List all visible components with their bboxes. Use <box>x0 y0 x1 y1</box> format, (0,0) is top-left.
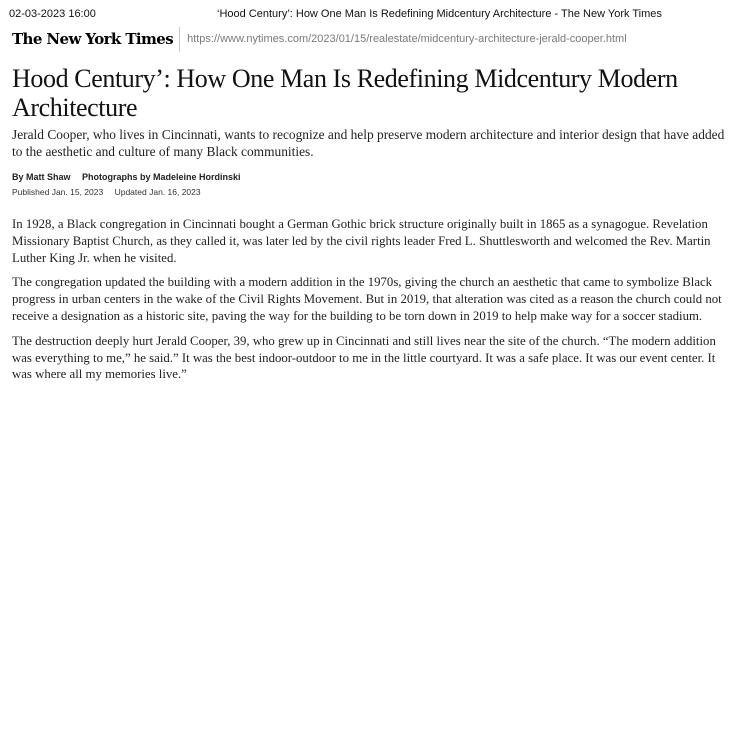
article-body <box>12 216 738 391</box>
nyt-logo[interactable]: The New York Times <box>12 30 174 48</box>
article-headline: Hood Century’: How One Man Is Redefining Midcentury Modern Architecture <box>12 64 678 122</box>
article-paragraph: The congregation updated the building with a modern addition in the 1970s, giving the church an aesthetic that came to symbolize Black progress in urban centers in the wake of the Civil Rights Movement. But in 2019, that alteration was cited as a reason the church could not receive a designation as a historic site, paving the way for the building to be torn down in 2019 to help make way for a soccer stadium. <box>12 275 722 323</box>
updated-date: Updated Jan. 16, 2023 <box>114 187 201 197</box>
masthead-divider <box>179 27 180 52</box>
print-page-title: ‘Hood Century’: How One Man Is Redefining Midcentury Architecture - The New York Times <box>217 8 662 20</box>
article-summary: Jerald Cooper, who lives in Cincinnati, wants to recognize and help preserve modern architecture and interior design that have added to the aesthetic and culture of many Black communities. <box>12 127 725 159</box>
masthead <box>12 26 627 52</box>
author-byline[interactable]: By Matt Shaw <box>12 172 71 182</box>
article-paragraph: The destruction deeply hurt Jerald Cooper, 39, who grew up in Cincinnati and still lives near the site of the church. “The modern addition was everything to me,” he said.” It was the best indoor-outdoor to me in the little courtyard. It was a safe place. It was our event center. It was where all my memories live.” <box>12 333 716 382</box>
print-header <box>9 8 741 22</box>
page-url[interactable]: https://www.nytimes.com/2023/01/15/realestate/midcentury-architecture-jerald-cooper.html <box>187 33 627 45</box>
photo-credit: Photographs by Madeleine Hordinski <box>82 172 241 182</box>
byline <box>12 172 241 182</box>
dateline <box>12 187 201 197</box>
article-paragraph: In 1928, a Black congregation in Cincinnati bought a German Gothic brick structure originally built in 1865 as a synagogue. Revelation Missionary Baptist Church, as they called it, was later led by the civil rights leader Fred L. Shuttlesworth and welcomed the Rev. Martin Luther King Jr. when he visited. <box>12 217 711 265</box>
print-timestamp: 02-03-2023 16:00 <box>9 8 96 20</box>
published-date: Published Jan. 15, 2023 <box>12 187 104 197</box>
